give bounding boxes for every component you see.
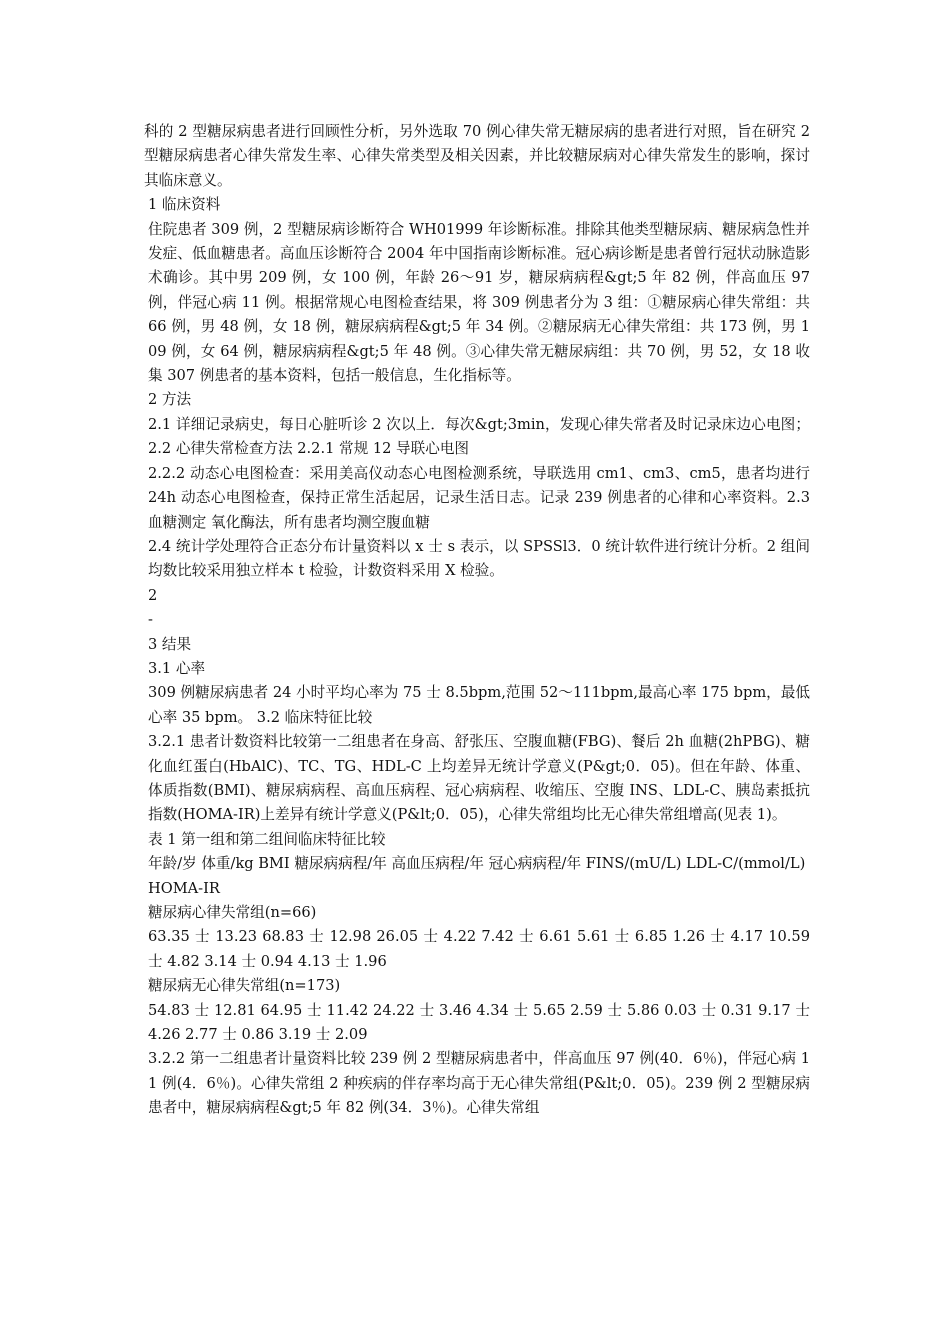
methods-paragraph-2-1: 2.1 详细记录病史，每日心脏听诊 2 次以上．每次&gt;3min，发现心律失常者及时记录床边心电图； 2.2 心律失常检查方法 2.2.1 常规 12 导联心电图 xyxy=(148,415,810,458)
table-header-homa: HOMA-IR xyxy=(148,879,220,897)
section-heading-methods: 2 方法 xyxy=(148,391,192,409)
table-header-row: 年龄/岁 体重/kg BMI 糖尿病病程/年 高血压病程/年 冠心病病程/年 FINS/(mU/L) LDL-C/(mmol/L) xyxy=(148,855,806,873)
heart-rate-paragraph: 309 例糖尿病患者 24 小时平均心率为 75 士 8.5bpm,范围 52～111bpm,最高心率 175 bpm，最低心率 35 bpm。 3.2 临床特征比较 xyxy=(148,684,810,726)
results-paragraph-3-2-1: 3.2.1 患者计数资料比较第一二组患者在身高、舒张压、空腹血糖(FBG)、餐后 2h 血糖(2hPBG)、糖化血红蛋白(HbAlC)、TC、TG、HDL-C 上均差异无统计学意义(P&gt;0．05)。但在年龄、体重、体质指数(BMI)、糖尿病病程、高血压病程、冠心病病程、收缩压、空腹 INS、LDL-C、胰岛素抵抗指数(HOMA-IR)上差异有统计学意义(P&lt;0．05)，心律失常组均比无心律失常组增高(见表 1)。 xyxy=(148,733,810,824)
stray-dash: - xyxy=(148,611,153,629)
methods-paragraph-2-2-2: 2.2.2 动态心电图检查：采用美高仪动态心电图检测系统，导联选用 cm1、cm3、cm5，患者均进行 24h 动态心电图检查，保持正常生活起居，记录生活日志。记录 239 例患者的心律和心率资料。2.3 血糖测定 氧化酶法，所有患者均测空腹血糖 xyxy=(148,464,810,531)
document-page xyxy=(144,120,810,1121)
intro-paragraph: 科的 2 型糖尿病患者进行回顾性分析，另外选取 70 例心律失常无糖尿病的患者进行对照，旨在研究 2 型糖尿病患者心律失常发生率、心律失常类型及相关因素，并比较糖尿病对心律失常发生的影响，探讨其临床意义。 xyxy=(144,123,810,189)
table-group-label-no-arrhythmia: 糖尿病无心律失常组(n=173) xyxy=(148,977,341,995)
results-paragraph-3-2-2: 3.2.2 第一二组患者计量资料比较 239 例 2 型糖尿病患者中，伴高血压 97 例(40．6％)，伴冠心病 11 例(4．6％)。心律失常组 2 种疾病的伴存率均高于无心律失常组(P&lt;0．05)。239 例 2 型糖尿病患者中，糖尿病病程&gt;5 年 82 例(34．3％)。心律失常组 xyxy=(148,1050,810,1117)
section-heading-clinical-data: 1 临床资料 xyxy=(148,196,221,214)
table-row-no-arrhythmia: 54.83 士 12.81 64.95 士 11.42 24.22 士 3.46 4.34 士 5.65 2.59 士 5.86 0.03 士 0.31 9.17 士 4.26 2.77 士 0.86 3.19 士 2.09 xyxy=(148,1001,810,1044)
table-row-arrhythmia: 63.35 士 13.23 68.83 士 12.98 26.05 士 4.22 7.42 士 6.61 5.61 士 6.85 1.26 士 4.17 10.59 士 4.82 3.14 士 0.94 4.13 士 1.96 xyxy=(148,928,810,970)
table-caption: 表 1 第一组和第二组间临床特征比较 xyxy=(148,830,386,848)
subheading-heart-rate: 3.1 心率 xyxy=(148,659,206,677)
table-group-label-arrhythmia: 糖尿病心律失常组(n=66) xyxy=(148,904,317,921)
methods-paragraph-2-4: 2.4 统计学处理符合正态分布计量资料以 x 士 s 表示，以 SPSSl3．0 统计软件进行统计分析。2 组间均数比较采用独立样本 t 检验，计数资料采用 X 检验。 xyxy=(148,537,810,580)
stray-number: 2 xyxy=(148,586,158,604)
clinical-data-paragraph: 住院患者 309 例，2 型糖尿病诊断符合 WH01999 年诊断标准。排除其他类型糖尿病、糖尿病急性并发症、低血糖患者。高血压诊断符合 2004 年中国指南诊断标准。冠心病诊断是患者曾行冠状动脉造影术确诊。其中男 209 例，女 100 例，年龄 26～91 岁，糖尿病病程&gt;5 年 82 例，伴高血压 97 例，伴冠心病 11 例。根据常规心电图检查结果，将 309 例患者分为 3 组：①糖尿病心律失常组：共 66 例，男 48 例，女 18 例，糖尿病病程&gt;5 年 34 例。②糖尿病无心律失常组：共 173 例，男 109 例，女 64 例，糖尿病病程&gt;5 年 48 例。③心律失常无糖尿病组：共 70 例，男 52，女 18 收集 307 例患者的基本资料，包括一般信息，生化指标等。 xyxy=(148,220,810,385)
section-heading-results: 3 结果 xyxy=(148,635,192,653)
